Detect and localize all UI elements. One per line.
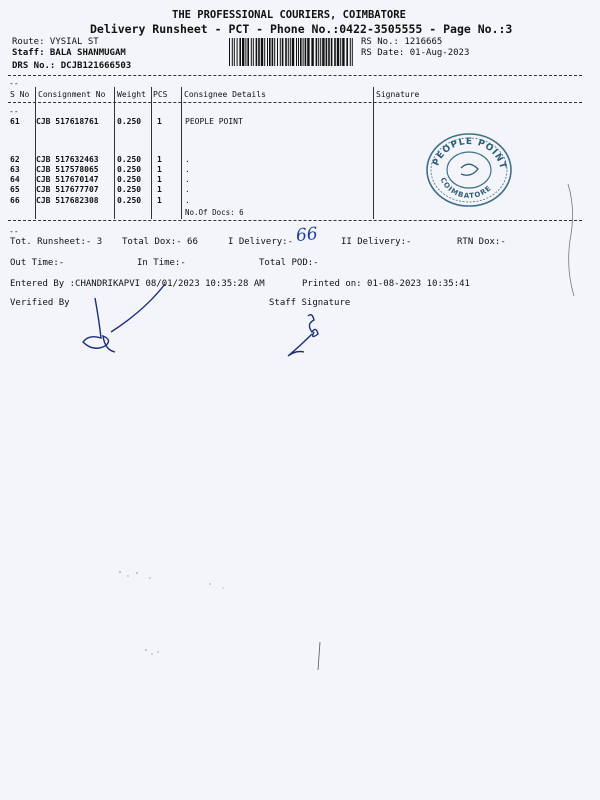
rs-number: RS No.: 1216665 xyxy=(361,37,443,47)
verified-by-label: Verified By xyxy=(10,298,70,308)
col-header-consignee: Consignee Details xyxy=(184,90,266,99)
col-header-sno: S No xyxy=(10,90,30,99)
barcode-bar xyxy=(340,38,341,66)
barcode-bar xyxy=(267,38,268,66)
out-time-label: Out Time:- xyxy=(10,258,65,268)
col-header-signature: Signature xyxy=(376,90,420,99)
i-delivery-label: I Delivery:- xyxy=(228,237,294,247)
col-header-consignment: Consignment No xyxy=(38,90,106,99)
table-row-weight: 0.250 xyxy=(117,185,142,194)
barcode-bar xyxy=(303,38,304,66)
table-row-pcs: 1 xyxy=(157,175,162,184)
barcode-bar xyxy=(285,38,287,66)
table-row-pcs: 1 xyxy=(157,185,162,194)
table-row-consignment: CJB 517677707 xyxy=(36,185,99,194)
rtn-dox-label: RTN Dox:- xyxy=(457,237,506,247)
table-row-details: . xyxy=(185,185,190,194)
table-row-consignment: CJB 517682308 xyxy=(36,196,99,205)
staff-label: Staff: BALA SHANMUGAM xyxy=(12,48,126,58)
drs-number: DRS No.: DCJB121666503 xyxy=(12,61,132,71)
barcode-bar xyxy=(239,38,241,66)
barcode-bar xyxy=(334,38,336,66)
company-stamp xyxy=(423,130,515,210)
table-row-consignment: CJB 517670147 xyxy=(36,175,99,184)
barcode-bar xyxy=(245,38,246,66)
total-pod-label: Total POD:- xyxy=(259,258,319,268)
barcode-bar xyxy=(258,38,260,66)
total-dox: Total Dox:- 66 xyxy=(122,237,198,247)
barcode-bar xyxy=(337,38,339,66)
ii-delivery-label: II Delivery:- xyxy=(341,237,412,247)
barcode-bar xyxy=(326,38,328,66)
printed-on: Printed on: 01-08-2023 10:35:41 xyxy=(302,279,470,289)
rs-date: RS Date: 01-Aug-2023 xyxy=(361,48,470,58)
table-row-details: . xyxy=(185,165,190,174)
barcode-bar xyxy=(288,38,289,66)
route-label: Route: VYSIAL ST xyxy=(12,37,99,47)
barcode-bar xyxy=(274,38,275,66)
table-row-sno: 61 xyxy=(10,117,20,126)
barcode-bar xyxy=(242,38,244,66)
barcode-bar xyxy=(234,38,235,66)
barcode-bar xyxy=(237,38,238,66)
table-row-weight: 0.250 xyxy=(117,117,142,126)
table-row-pcs: 1 xyxy=(157,117,162,126)
barcode-bar xyxy=(290,38,291,66)
table-row-pcs: 1 xyxy=(157,165,162,174)
barcode-bar xyxy=(305,38,307,66)
table-row-pcs: 1 xyxy=(157,155,162,164)
barcode-bar xyxy=(282,38,284,66)
barcode-bar xyxy=(328,38,330,66)
barcode-bar xyxy=(352,38,353,66)
barcode-bar xyxy=(346,38,348,66)
table-row-details: PEOPLE POINT xyxy=(185,117,243,126)
barcode-bar xyxy=(342,38,344,66)
company-title: THE PROFESSIONAL COURIERS, COIMBATORE xyxy=(172,9,406,21)
barcode-bar xyxy=(269,38,271,66)
table-row-weight: 0.250 xyxy=(117,196,142,205)
barcode-bar xyxy=(292,38,294,66)
barcode-bar xyxy=(229,38,230,66)
scan-noise xyxy=(0,560,600,800)
barcode-bar xyxy=(300,38,302,66)
no-of-docs: No.Of Docs: 6 xyxy=(185,208,244,217)
barcode-bar xyxy=(320,38,321,66)
barcode-bar xyxy=(251,38,252,66)
table-row-sno: 65 xyxy=(10,185,20,194)
barcode-bar xyxy=(318,38,319,66)
scan-edge-mark xyxy=(560,180,600,300)
barcode-bar xyxy=(256,38,258,66)
table-row-consignment: CJB 517578065 xyxy=(36,165,99,174)
staff-signature xyxy=(282,310,332,362)
table-row-weight: 0.250 xyxy=(117,155,142,164)
table-row-weight: 0.250 xyxy=(117,165,142,174)
col-header-weight: Weight xyxy=(117,90,146,99)
barcode-bar xyxy=(296,38,297,66)
table-row-pcs: 1 xyxy=(157,196,162,205)
barcode-bar xyxy=(298,38,299,66)
barcode-bar xyxy=(307,38,309,66)
barcode-bar xyxy=(272,38,274,66)
table-row-details: . xyxy=(185,155,190,164)
barcode-bar xyxy=(311,38,313,66)
barcode-bar xyxy=(277,38,278,66)
col-header-pcs: PCS xyxy=(153,90,168,99)
stamp-top-text: PEOPLE POINT xyxy=(431,136,508,171)
barcode-bar xyxy=(232,38,233,66)
stamp-bottom-text: COIMBATORE xyxy=(438,176,494,201)
table-row-sno: 63 xyxy=(10,165,20,174)
barcode-bar xyxy=(331,38,333,66)
barcode-bar xyxy=(350,38,351,66)
barcode-bar xyxy=(261,38,263,66)
verified-signature xyxy=(75,280,185,360)
i-delivery-handwritten: 66 xyxy=(295,223,319,247)
total-runsheet: Tot. Runsheet:- 3 xyxy=(10,237,103,247)
barcode-bar xyxy=(316,38,318,66)
table-row-sno: 66 xyxy=(10,196,20,205)
table-row-details: . xyxy=(185,175,190,184)
barcode-bar xyxy=(264,38,265,66)
barcode-bar xyxy=(247,38,249,66)
entered-by: Entered By :CHANDRIKAPVI 08/01/2023 10:35:28 AM xyxy=(10,279,265,289)
table-row-consignment: CJB 517632463 xyxy=(36,155,99,164)
table-row-details: . xyxy=(185,196,190,205)
barcode-bar xyxy=(253,38,254,66)
barcode-bar xyxy=(322,38,324,66)
table-row-consignment: CJB 517618761 xyxy=(36,117,99,126)
staff-signature-label: Staff Signature xyxy=(269,298,351,308)
table-row-weight: 0.250 xyxy=(117,175,142,184)
table-row-sno: 64 xyxy=(10,175,20,184)
table-row-sno: 62 xyxy=(10,155,20,164)
barcode-image xyxy=(229,38,353,66)
runsheet-title: Delivery Runsheet - PCT - Phone No.:0422-3505555 - Page No.:3 xyxy=(90,22,513,36)
in-time-label: In Time:- xyxy=(137,258,186,268)
barcode-bar xyxy=(280,38,281,66)
